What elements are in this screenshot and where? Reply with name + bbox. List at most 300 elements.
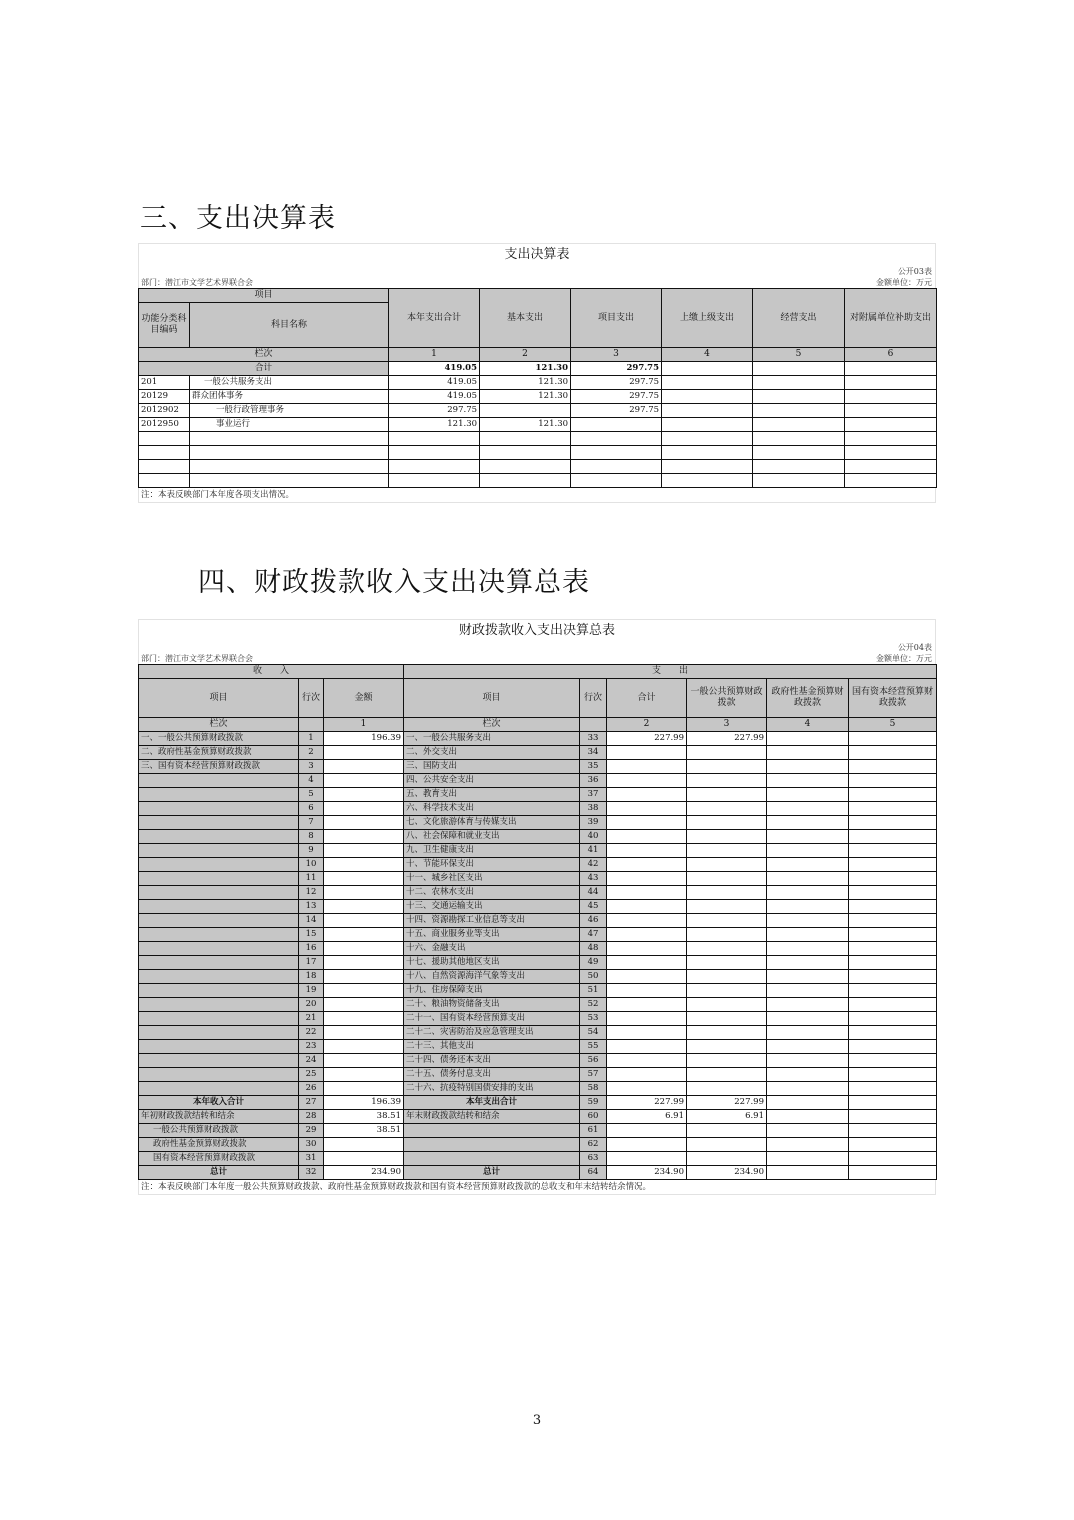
row-number: 34 — [580, 746, 607, 760]
row-number: 13 — [299, 900, 324, 914]
table-row — [139, 1054, 937, 1068]
row-number: 24 — [299, 1054, 324, 1068]
expense-amount — [767, 732, 849, 746]
row-number: 18 — [299, 970, 324, 984]
expense-amount — [767, 914, 849, 928]
expense-amount — [849, 816, 937, 830]
income-item — [139, 1040, 299, 1054]
expense-amount — [767, 858, 849, 872]
income-item — [139, 1026, 299, 1040]
expense-amount — [767, 1124, 849, 1138]
income-amount — [324, 1040, 404, 1054]
empty-row — [139, 474, 937, 488]
income-item — [139, 956, 299, 970]
expense-item: 二、外交支出 — [404, 746, 580, 760]
empty-cell — [845, 474, 937, 488]
expense-item — [404, 1124, 580, 1138]
expense-item: 十五、商业服务业等支出 — [404, 928, 580, 942]
income-amount — [324, 998, 404, 1012]
income-item: 三、国有资本经营预算财政拨款 — [139, 760, 299, 774]
fiscal-note: 注：本表反映部门本年度一般公共预算财政拨款、政府性基金预算财政拨款和国有资本经营预算财政拨款的总收支和年末结转结余情况。 — [138, 1180, 936, 1195]
expense-item: 四、公共安全支出 — [404, 774, 580, 788]
expense-item: 二十四、债务还本支出 — [404, 1054, 580, 1068]
expense-amount — [607, 942, 687, 956]
expenditure-table-block — [138, 243, 936, 503]
row-number: 38 — [580, 802, 607, 816]
expense-item: 十一、城乡社区支出 — [404, 872, 580, 886]
expense-item: 八、社会保障和就业支出 — [404, 830, 580, 844]
expense-item: 一、一般公共服务支出 — [404, 732, 580, 746]
empty-cell — [389, 432, 480, 446]
empty-cell — [389, 446, 480, 460]
empty-cell — [139, 432, 190, 446]
expense-amount — [687, 928, 767, 942]
column-header: 项目 — [404, 679, 580, 718]
expense-amount — [607, 1152, 687, 1166]
column-header: 上缴上级支出 — [662, 289, 753, 348]
income-amount — [324, 928, 404, 942]
value-cell: 297.75 — [571, 376, 662, 390]
expense-amount — [849, 900, 937, 914]
expense-amount — [849, 844, 937, 858]
empty-cell — [389, 460, 480, 474]
row-number: 3 — [299, 760, 324, 774]
income-item: 一、一般公共预算财政拨款 — [139, 732, 299, 746]
row-number: 6 — [299, 802, 324, 816]
expense-amount — [607, 970, 687, 984]
dept-row — [138, 653, 936, 664]
income-amount: 196.39 — [324, 1096, 404, 1110]
expense-amount: 234.90 — [607, 1166, 687, 1180]
expense-amount — [607, 816, 687, 830]
expense-amount — [849, 1110, 937, 1124]
row-number: 1 — [299, 732, 324, 746]
income-amount — [324, 1068, 404, 1082]
empty-cell — [753, 432, 845, 446]
income-amount — [324, 1082, 404, 1096]
row-number: 62 — [580, 1138, 607, 1152]
expense-amount — [687, 914, 767, 928]
row-number: 57 — [580, 1068, 607, 1082]
empty-cell — [571, 432, 662, 446]
income-amount: 38.51 — [324, 1124, 404, 1138]
column-header: 本年支出合计 — [389, 289, 480, 348]
expense-amount — [687, 998, 767, 1012]
table-code: 公开04表 — [897, 643, 932, 652]
income-amount — [324, 1152, 404, 1166]
row-number: 37 — [580, 788, 607, 802]
expense-amount — [687, 816, 767, 830]
expense-amount — [849, 1138, 937, 1152]
empty-cell — [845, 460, 937, 474]
row-number: 2 — [299, 746, 324, 760]
table-code: 公开03表 — [897, 267, 932, 276]
empty-row — [139, 432, 937, 446]
page-number: 3 — [532, 1413, 542, 1428]
table-row — [139, 732, 937, 746]
row-number: 43 — [580, 872, 607, 886]
empty-cell — [139, 446, 190, 460]
row-number: 19 — [299, 984, 324, 998]
expense-item: 十、节能环保支出 — [404, 858, 580, 872]
expense-amount — [767, 1082, 849, 1096]
empty-cell — [845, 432, 937, 446]
expenditure-table — [138, 288, 937, 488]
income-item — [139, 830, 299, 844]
expense-amount — [767, 1054, 849, 1068]
section-heading-fiscal: 四、财政拨款收入支出决算总表 — [198, 567, 590, 598]
header-cell: 科目名称 — [190, 303, 389, 348]
expense-amount — [849, 858, 937, 872]
expense-item: 十三、交通运输支出 — [404, 900, 580, 914]
expense-amount — [687, 1026, 767, 1040]
column-header: 行次 — [299, 679, 324, 718]
value-cell — [845, 376, 937, 390]
expense-amount — [607, 1124, 687, 1138]
value-cell: 419.05 — [389, 390, 480, 404]
expense-amount — [849, 1166, 937, 1180]
table-row — [139, 418, 937, 432]
income-item — [139, 914, 299, 928]
empty-cell — [662, 460, 753, 474]
table-row — [139, 1096, 937, 1110]
row-number: 5 — [299, 788, 324, 802]
row-number: 9 — [299, 844, 324, 858]
row-number: 52 — [580, 998, 607, 1012]
value-cell — [662, 404, 753, 418]
expense-amount — [607, 998, 687, 1012]
expense-item: 九、卫生健康支出 — [404, 844, 580, 858]
column-header: 项目支出 — [571, 289, 662, 348]
expense-amount — [849, 802, 937, 816]
total-row — [139, 362, 937, 376]
expense-amount — [849, 928, 937, 942]
expense-amount — [607, 1054, 687, 1068]
table-row — [139, 914, 937, 928]
income-item — [139, 1082, 299, 1096]
income-item: 年初财政拨款结转和结余 — [139, 1110, 299, 1124]
header-cell — [299, 718, 324, 732]
column-header: 行次 — [580, 679, 607, 718]
total-value — [753, 362, 845, 376]
income-item — [139, 1012, 299, 1026]
expense-item: 本年支出合计 — [404, 1096, 580, 1110]
income-item: 政府性基金预算财政拨款 — [139, 1138, 299, 1152]
table-row — [139, 1012, 937, 1026]
expense-amount — [607, 886, 687, 900]
expense-amount — [607, 746, 687, 760]
empty-cell — [139, 474, 190, 488]
expense-amount — [607, 1012, 687, 1026]
value-cell — [662, 390, 753, 404]
expense-amount — [849, 984, 937, 998]
department-label: 部门：潜江市文学艺术界联合会 — [141, 654, 253, 663]
expense-amount — [849, 886, 937, 900]
table-row — [139, 844, 937, 858]
table-code-row — [138, 266, 936, 277]
table-row — [139, 1152, 937, 1166]
total-label: 合计 — [139, 362, 389, 376]
value-cell: 121.30 — [480, 390, 571, 404]
empty-cell — [753, 474, 845, 488]
name-cell: 一般行政管理事务 — [190, 404, 389, 418]
income-item: 本年收入合计 — [139, 1096, 299, 1110]
expense-item: 十七、援助其他地区支出 — [404, 956, 580, 970]
column-header: 经营支出 — [753, 289, 845, 348]
expense-item: 二十二、灾害防治及应急管理支出 — [404, 1026, 580, 1040]
expense-amount — [767, 1166, 849, 1180]
table-row — [139, 746, 937, 760]
expense-amount — [687, 1012, 767, 1026]
row-number: 58 — [580, 1082, 607, 1096]
section-row — [139, 665, 937, 679]
name-cell: 一般公共服务支出 — [190, 376, 389, 390]
empty-row — [139, 460, 937, 474]
expense-amount — [767, 956, 849, 970]
expense-amount — [687, 970, 767, 984]
value-cell: 297.75 — [571, 390, 662, 404]
row-number: 23 — [299, 1040, 324, 1054]
column-number: 4 — [662, 348, 753, 362]
income-amount — [324, 970, 404, 984]
income-amount — [324, 802, 404, 816]
expense-amount — [607, 1082, 687, 1096]
column-number: 1 — [324, 718, 404, 732]
row-number: 14 — [299, 914, 324, 928]
table-row — [139, 858, 937, 872]
income-amount: 196.39 — [324, 732, 404, 746]
expense-amount — [607, 844, 687, 858]
expenditure-table-title: 支出决算表 — [138, 243, 936, 266]
name-cell: 群众团体事务 — [190, 390, 389, 404]
expense-item: 三、国防支出 — [404, 760, 580, 774]
row-number: 42 — [580, 858, 607, 872]
expense-item: 六、科学技术支出 — [404, 802, 580, 816]
row-number: 25 — [299, 1068, 324, 1082]
expense-amount — [767, 942, 849, 956]
row-number: 4 — [299, 774, 324, 788]
row-number: 63 — [580, 1152, 607, 1166]
value-cell: 121.30 — [480, 376, 571, 390]
row-number: 49 — [580, 956, 607, 970]
expense-item: 十九、住房保障支出 — [404, 984, 580, 998]
expense-amount — [767, 1110, 849, 1124]
table-code-row — [138, 642, 936, 653]
empty-cell — [190, 446, 389, 460]
expense-amount — [849, 774, 937, 788]
table-row — [139, 998, 937, 1012]
table-row — [139, 1138, 937, 1152]
expense-amount — [767, 788, 849, 802]
expense-amount — [687, 1082, 767, 1096]
expense-amount — [607, 760, 687, 774]
income-item — [139, 774, 299, 788]
income-item: 国有资本经营预算财政拨款 — [139, 1152, 299, 1166]
expense-amount — [849, 956, 937, 970]
empty-cell — [753, 460, 845, 474]
table-row — [139, 774, 937, 788]
expense-amount — [607, 900, 687, 914]
expenditure-note: 注：本表反映部门本年度各项支出情况。 — [138, 488, 936, 503]
value-cell — [753, 404, 845, 418]
table-row — [139, 970, 937, 984]
income-item — [139, 886, 299, 900]
expense-amount — [687, 788, 767, 802]
expense-amount — [687, 858, 767, 872]
empty-cell — [190, 460, 389, 474]
expense-amount — [767, 984, 849, 998]
empty-cell — [571, 474, 662, 488]
table-row — [139, 1040, 937, 1054]
expense-header: 支 出 — [404, 665, 937, 679]
row-number: 44 — [580, 886, 607, 900]
empty-cell — [190, 474, 389, 488]
table-row — [139, 1124, 937, 1138]
empty-row — [139, 446, 937, 460]
expense-amount — [849, 1040, 937, 1054]
row-number: 12 — [299, 886, 324, 900]
expense-amount — [767, 928, 849, 942]
row-number: 64 — [580, 1166, 607, 1180]
expense-amount — [849, 746, 937, 760]
expense-amount — [849, 830, 937, 844]
expense-amount — [687, 802, 767, 816]
expense-item — [404, 1138, 580, 1152]
income-item — [139, 788, 299, 802]
expense-item: 二十三、其他支出 — [404, 1040, 580, 1054]
row-number: 47 — [580, 928, 607, 942]
value-cell — [480, 404, 571, 418]
expense-amount — [849, 970, 937, 984]
expense-amount — [687, 830, 767, 844]
income-header: 收 入 — [139, 665, 404, 679]
expense-amount — [687, 1138, 767, 1152]
income-amount — [324, 1012, 404, 1026]
row-number: 35 — [580, 760, 607, 774]
column-header: 一般公共预算财政拨款 — [687, 679, 767, 718]
value-cell — [845, 390, 937, 404]
expense-amount — [607, 956, 687, 970]
expense-amount — [607, 830, 687, 844]
value-cell — [753, 390, 845, 404]
income-amount: 234.90 — [324, 1166, 404, 1180]
table-row — [139, 872, 937, 886]
income-amount — [324, 900, 404, 914]
empty-cell — [480, 460, 571, 474]
expense-amount — [849, 998, 937, 1012]
table-row — [139, 1166, 937, 1180]
expense-item: 年末财政拨款结转和结余 — [404, 1110, 580, 1124]
row-number: 50 — [580, 970, 607, 984]
row-number: 22 — [299, 1026, 324, 1040]
expense-amount — [849, 1082, 937, 1096]
expense-amount — [767, 774, 849, 788]
table-row — [139, 830, 937, 844]
empty-cell — [662, 446, 753, 460]
income-amount — [324, 774, 404, 788]
empty-cell — [480, 446, 571, 460]
expense-item: 十二、农林水支出 — [404, 886, 580, 900]
value-cell — [845, 418, 937, 432]
income-item: 一般公共预算财政拨款 — [139, 1124, 299, 1138]
value-cell: 419.05 — [389, 376, 480, 390]
table-row — [139, 802, 937, 816]
expense-amount — [767, 872, 849, 886]
income-amount — [324, 914, 404, 928]
income-item — [139, 998, 299, 1012]
expense-amount — [687, 1068, 767, 1082]
expense-amount — [849, 760, 937, 774]
value-cell — [753, 376, 845, 390]
value-cell — [662, 376, 753, 390]
code-cell: 201 — [139, 376, 190, 390]
expense-amount: 6.91 — [687, 1110, 767, 1124]
expense-amount — [607, 1040, 687, 1054]
value-cell — [571, 418, 662, 432]
income-amount: 38.51 — [324, 1110, 404, 1124]
expense-amount — [607, 788, 687, 802]
column-number: 2 — [607, 718, 687, 732]
expense-amount — [687, 1054, 767, 1068]
row-number: 55 — [580, 1040, 607, 1054]
expense-item: 十四、资源勘探工业信息等支出 — [404, 914, 580, 928]
expense-amount — [687, 760, 767, 774]
row-number: 41 — [580, 844, 607, 858]
expense-amount — [767, 1068, 849, 1082]
expense-amount — [849, 732, 937, 746]
empty-cell — [480, 474, 571, 488]
income-item — [139, 816, 299, 830]
row-number: 21 — [299, 1012, 324, 1026]
expense-amount — [849, 1012, 937, 1026]
expense-amount: 227.99 — [607, 732, 687, 746]
row-number: 26 — [299, 1082, 324, 1096]
income-amount — [324, 844, 404, 858]
value-cell: 297.75 — [389, 404, 480, 418]
expense-item: 二十一、国有资本经营预算支出 — [404, 1012, 580, 1026]
expense-amount: 227.99 — [687, 1096, 767, 1110]
income-amount — [324, 830, 404, 844]
code-cell: 20129 — [139, 390, 190, 404]
expense-item: 总计 — [404, 1166, 580, 1180]
table-row — [139, 900, 937, 914]
expense-amount — [767, 1138, 849, 1152]
expense-amount — [849, 788, 937, 802]
table-row — [139, 984, 937, 998]
income-amount — [324, 942, 404, 956]
header-row — [139, 679, 937, 718]
table-row — [139, 1110, 937, 1124]
column-number: 6 — [845, 348, 937, 362]
lanci-row — [139, 348, 937, 362]
total-value — [662, 362, 753, 376]
column-number: 1 — [389, 348, 480, 362]
column-number: 5 — [849, 718, 937, 732]
header-cell: 栏次 — [139, 348, 389, 362]
income-amount — [324, 984, 404, 998]
row-number: 8 — [299, 830, 324, 844]
income-item: 二、政府性基金预算财政拨款 — [139, 746, 299, 760]
row-number: 27 — [299, 1096, 324, 1110]
value-cell: 121.30 — [480, 418, 571, 432]
table-row — [139, 942, 937, 956]
expense-amount — [687, 746, 767, 760]
department-label: 部门：潜江市文学艺术界联合会 — [141, 278, 253, 287]
lanci-row — [139, 718, 937, 732]
expense-amount: 234.90 — [687, 1166, 767, 1180]
row-number: 48 — [580, 942, 607, 956]
expense-amount — [607, 774, 687, 788]
